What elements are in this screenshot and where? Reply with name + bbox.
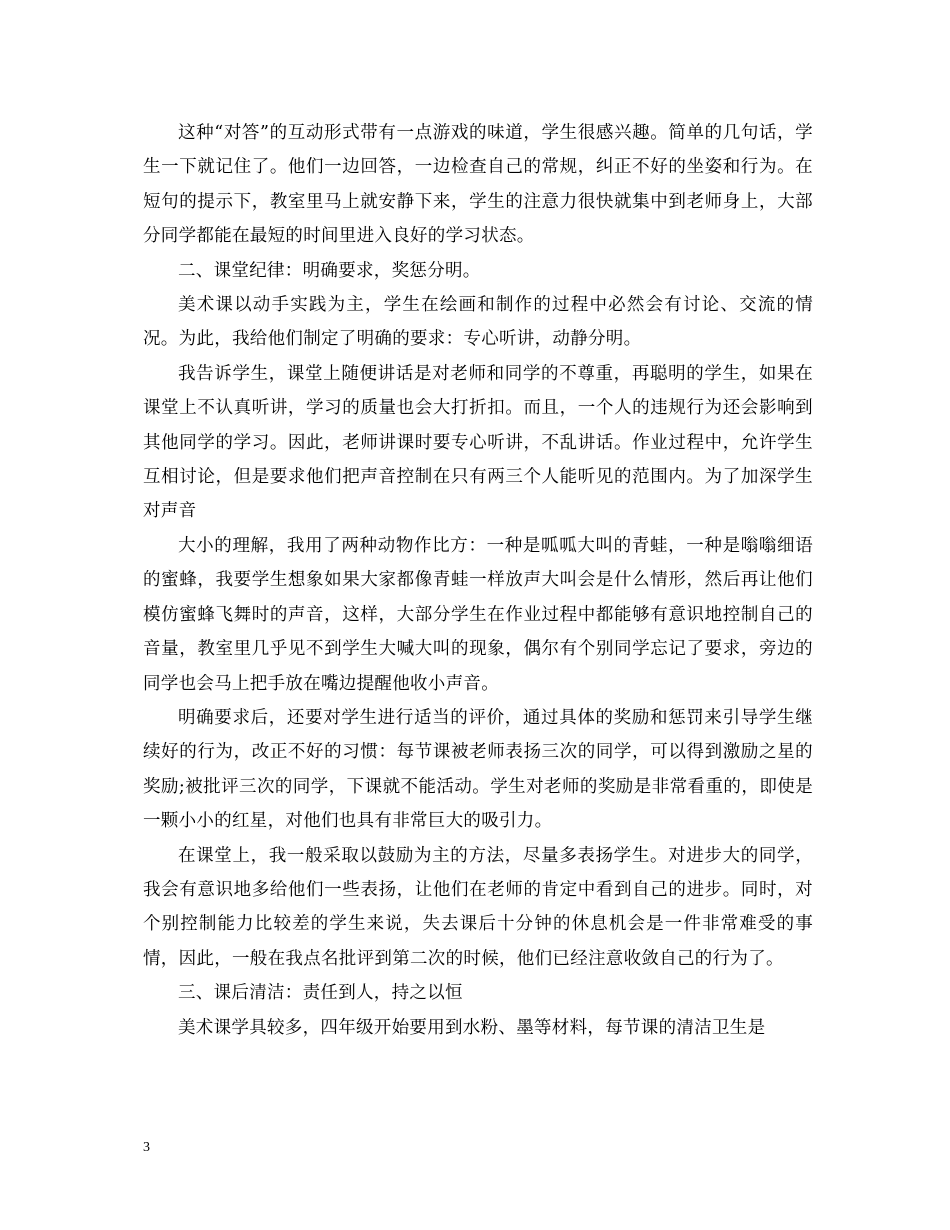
paragraph-rewards-punishments: 明确要求后，还要对学生进行适当的评价，通过具体的奖励和惩罚来引导学生继续好的行为，改正不好的习惯：每节课被老师表扬三次的同学，可以得到激励之星的奖励;被批评三次的同学，下课就不能活动。学生对老师的奖励是非常看重的，即使是一颗小小的红星，对他们也具有非常巨大的吸引力。	[143, 707, 813, 832]
paragraph-no-talking-rule: 我告诉学生，课堂上随便讲话是对老师和同学的不尊重，再聪明的学生，如果在课堂上不认真听讲，学习的质量也会大打折扣。而且，一个人的违规行为还会影响到其他同学的学习。因此，老师讲课时要专心听讲，不乱讲话。作业过程中，允许学生互相讨论，但是要求他们把声音控制在只有两三个人能听见的范围内。为了加深学生对声音	[143, 363, 813, 522]
body-text	[143, 116, 813, 1045]
section-heading-classroom-discipline: 二、课堂纪律：明确要求，奖惩分明。	[178, 260, 481, 281]
paragraph-art-class-practice: 美术课以动手实践为主，学生在绘画和制作的过程中必然会有讨论、交流的情况。为此，我给他们制定了明确的要求：专心听讲，动静分明。	[143, 295, 813, 350]
paragraph-cleaning-materials: 美术课学具较多，四年级开始要用到水粉、墨等材料，每节课的清洁卫生是	[178, 1017, 766, 1038]
section-heading-after-class-cleaning: 三、课后清洁：责任到人，持之以恒	[178, 983, 463, 1004]
paragraph-frog-bee-analogy: 大小的理解，我用了两种动物作比方：一种是呱呱大叫的青蛙，一种是嗡嗡细语的蜜蜂，我要学生想象如果大家都像青蛙一样放声大叫会是什么情形，然后再让他们模仿蜜蜂飞舞时的声音，这样，大部分学生在作业过程中都能够有意识地控制自己的音量，教室里几乎见不到学生大喊大叫的现象，偶尔有个别同学忘记了要求，旁边的同学也会马上把手放在嘴边提醒他收小声音。	[143, 535, 813, 694]
paragraph-encouragement: 在课堂上，我一般采取以鼓励为主的方法，尽量多表扬学生。对进步大的同学，我会有意识地多给他们一些表扬，让他们在老师的肯定中看到自己的进步。同时，对个别控制能力比较差的学生来说，失去课后十分钟的休息机会是一件非常难受的事情，因此，一般在我点名批评到第二次的时候，他们已经注意收敛自己的行为了。	[143, 845, 813, 969]
page-number: 3	[143, 1140, 150, 1155]
paragraph-dialogue-interaction: 这种“对答”的互动形式带有一点游戏的味道，学生很感兴趣。简单的几句话，学生一下就记住了。他们一边回答，一边检查自己的常规，纠正不好的坐姿和行为。在短句的提示下，教室里马上就安静下来，学生的注意力很快就集中到老师身上，大部分同学都能在最短的时间里进入良好的学习状态。	[143, 123, 813, 247]
